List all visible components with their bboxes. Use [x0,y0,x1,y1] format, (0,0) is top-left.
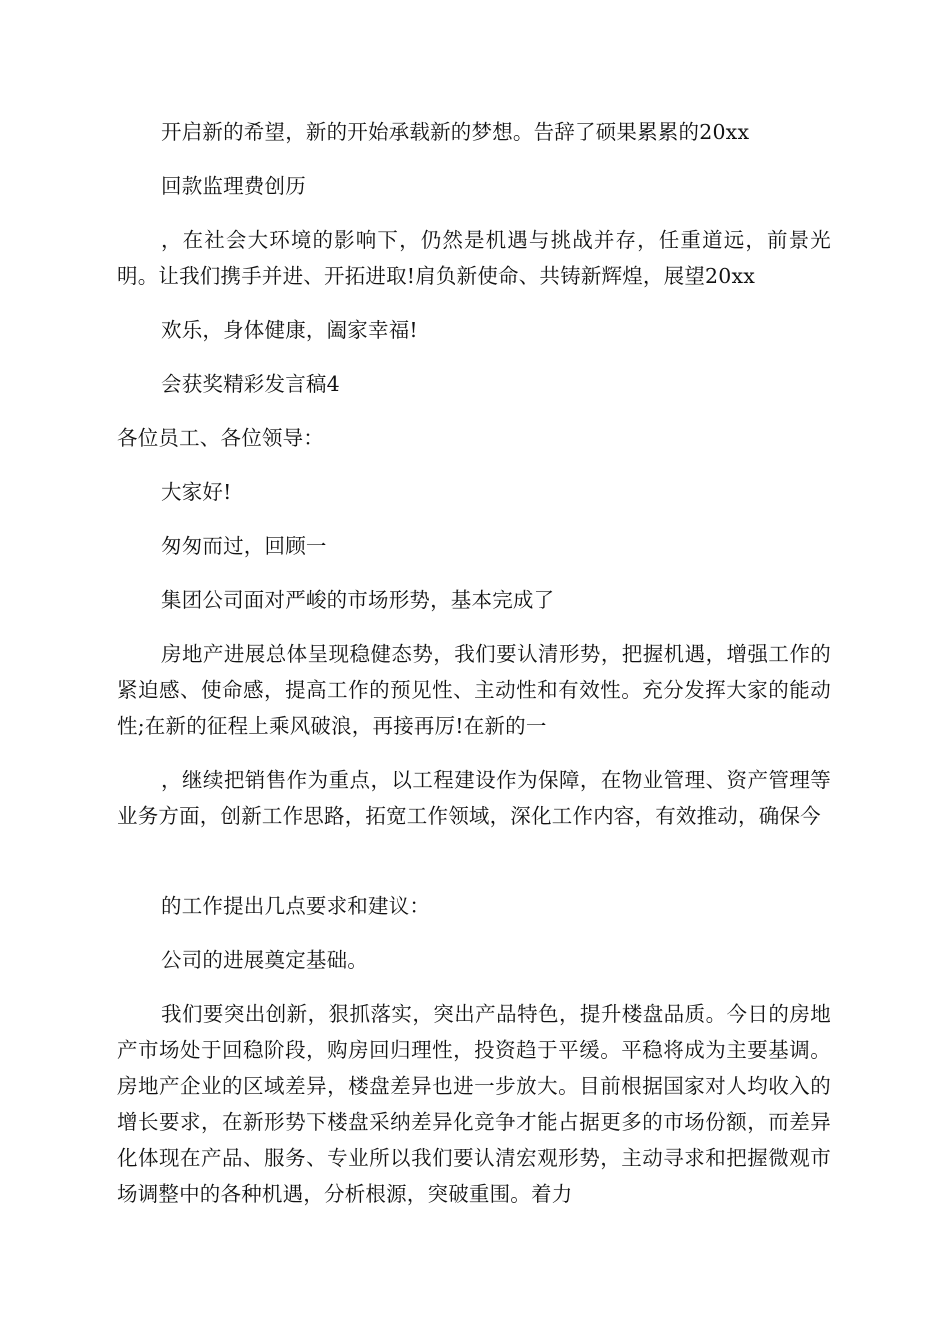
salutation: 各位员工、各位领导： [117,426,324,450]
paragraph-10: 房地产进展总体呈现稳健态势，我们要认清形势，把握机遇，增强工作的紧迫感、使命感，提高工作的预见性、主动性和有效性。充分发挥大家的能动性;在新的征程上乘风破浪，再接再厉!在新的一 [117,642,831,738]
paragraph-4: 欢乐，身体健康，阖家幸福! [161,318,418,342]
paragraph-14: 我们要突出创新，狠抓落实，突出产品特色，提升楼盘品质。今日的房地产市场处于回稳阶段，购房回归理性，投资趋于平缓。平稳将成为主要基调。房地产企业的区域差异，楼盘差异也进一步放大。目前根据国家对人均收入的增长要求，在新形势下楼盘采纳差异化竞争才能占据更多的市场份额，而差异化体现在产品、服务、专业所以我们要认清宏观形势，主动寻求和把握微观市场调整中的各种机遇，分析根源，突破重围。着力 [117,1002,831,1206]
paragraph-2: 回款监理费创历 [161,174,306,198]
paragraph-3: ，在社会大环境的影响下，仍然是机遇与挑战并存，任重道远，前景光明。让我们携手并进、开拓进取!肩负新使命、共铸新辉煌，展望20xx [117,228,831,288]
paragraph-11: ，继续把销售作为重点，以工程建设作为保障，在物业管理、资产管理等业务方面，创新工作思路，拓宽工作领域，深化工作内容，有效推动，确保今 [117,768,831,828]
paragraph-9: 集团公司面对严峻的市场形势，基本完成了 [161,588,555,612]
paragraph-1: 开启新的希望，新的开始承载新的梦想。告辞了硕果累累的20xx [161,120,750,144]
greeting: 大家好! [161,480,232,504]
paragraph-13: 公司的进展奠定基础。 [161,948,368,972]
section-heading: 会获奖精彩发言稿4 [161,372,340,396]
paragraph-12: 的工作提出几点要求和建议： [161,894,431,918]
paragraph-8: 匆匆而过，回顾一 [161,534,327,558]
